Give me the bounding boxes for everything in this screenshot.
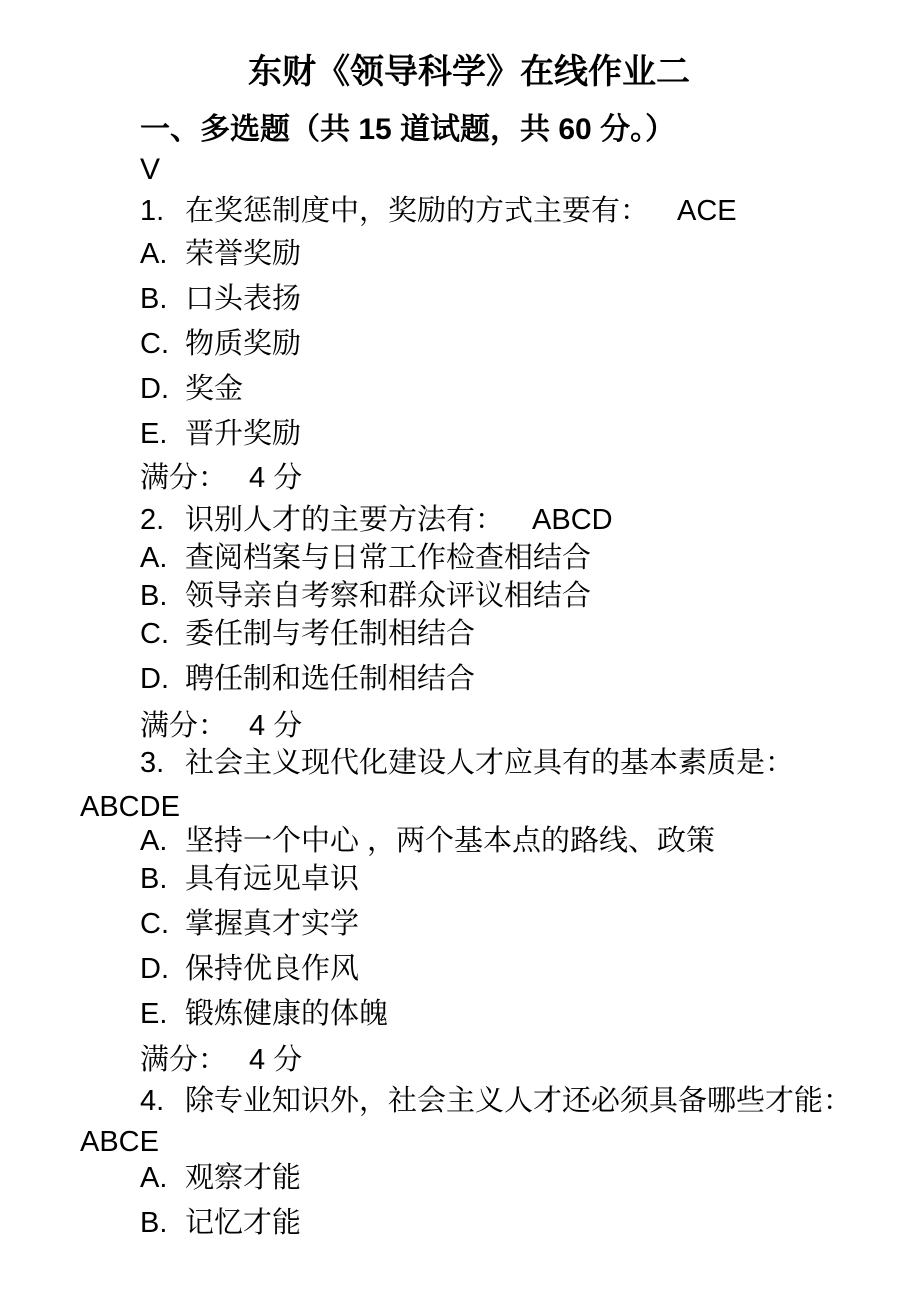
score-line <box>140 461 302 496</box>
option-line <box>140 237 301 272</box>
score-label: 满分： <box>140 462 228 494</box>
option-line <box>140 617 475 652</box>
option-text: 锻炼健康的体魄 <box>185 998 389 1030</box>
option-label: D. <box>140 663 169 695</box>
question-answer: ABCDE <box>80 791 180 823</box>
question-text: 在奖惩制度中，奖励的方式主要有： <box>185 195 650 227</box>
option-text: 具有远见卓识 <box>185 863 360 895</box>
score-value: 4 分 <box>249 710 303 742</box>
option-text: 查阅档案与日常工作检查相结合 <box>185 542 592 574</box>
option-label: A. <box>140 542 168 574</box>
option-label: B. <box>140 580 168 612</box>
option-text: 记忆才能 <box>185 1207 302 1239</box>
question-number: 4. <box>140 1085 165 1117</box>
option-label: B. <box>140 863 168 895</box>
option-label: A. <box>140 238 168 270</box>
question-line <box>140 1084 852 1119</box>
question-answer-wrap-line <box>80 790 180 825</box>
option-text: 观察才能 <box>185 1162 302 1194</box>
option-text: 物质奖励 <box>185 328 302 360</box>
option-label: D. <box>140 373 169 405</box>
option-line <box>140 1206 301 1241</box>
option-label: E. <box>140 418 168 450</box>
option-text: 聘任制和选任制相结合 <box>185 663 476 695</box>
option-text: 晋升奖励 <box>185 418 302 450</box>
score-line <box>140 1043 302 1078</box>
page-title: 东财《领导科学》在线作业二 <box>248 53 690 91</box>
option-text: 奖金 <box>185 373 244 405</box>
question-answer: ABCE <box>80 1126 159 1158</box>
question-number: 1. <box>140 195 165 227</box>
section-heading: 一、多选题（共 15 道试题，共 60 分。） <box>140 113 676 146</box>
option-line <box>140 907 359 942</box>
option-text: 掌握真才实学 <box>185 908 360 940</box>
option-line <box>140 579 591 614</box>
option-text: 委任制与考任制相结合 <box>185 618 476 650</box>
option-label: A. <box>140 1162 168 1194</box>
option-label: C. <box>140 908 169 940</box>
option-line <box>140 372 243 407</box>
option-label: B. <box>140 283 168 315</box>
option-label: C. <box>140 328 169 360</box>
option-line <box>140 952 359 987</box>
score-value: 4 分 <box>249 1044 303 1076</box>
option-line <box>140 1161 301 1196</box>
option-line <box>140 282 301 317</box>
question-number: 3. <box>140 747 165 779</box>
answer-check-marker: V <box>140 153 161 186</box>
option-label: D. <box>140 953 169 985</box>
option-label: A. <box>140 825 168 857</box>
question-text: 除专业知识外，社会主义人才还必须具备哪些才能： <box>185 1085 853 1117</box>
score-label: 满分： <box>140 1044 228 1076</box>
question-answer-wrap-line <box>80 1125 159 1160</box>
option-label: B. <box>140 1207 168 1239</box>
option-label: C. <box>140 618 169 650</box>
option-text: 坚持一个中心 ，两个基本点的路线、政策 <box>185 825 716 857</box>
option-label: E. <box>140 998 168 1030</box>
option-text: 领导亲自考察和群众评议相结合 <box>185 580 592 612</box>
option-line <box>140 824 715 859</box>
option-text: 保持优良作风 <box>185 953 360 985</box>
question-answer: ABCD <box>532 504 613 536</box>
score-label: 满分： <box>140 710 228 742</box>
option-line <box>140 662 475 697</box>
option-text: 荣誉奖励 <box>185 238 302 270</box>
option-line <box>140 417 301 452</box>
question-line <box>140 746 794 781</box>
option-line <box>140 541 591 576</box>
score-value: 4 分 <box>249 462 303 494</box>
question-answer: ACE <box>677 195 737 227</box>
option-line <box>140 862 359 897</box>
question-text: 识别人才的主要方法有： <box>185 504 505 536</box>
option-line <box>140 997 388 1032</box>
question-text: 社会主义现代化建设人才应具有的基本素质是： <box>185 747 795 779</box>
question-line <box>140 503 613 538</box>
option-text: 口头表扬 <box>185 283 302 315</box>
question-number: 2. <box>140 504 165 536</box>
score-line <box>140 709 302 744</box>
option-line <box>140 327 301 362</box>
question-line <box>140 194 737 229</box>
